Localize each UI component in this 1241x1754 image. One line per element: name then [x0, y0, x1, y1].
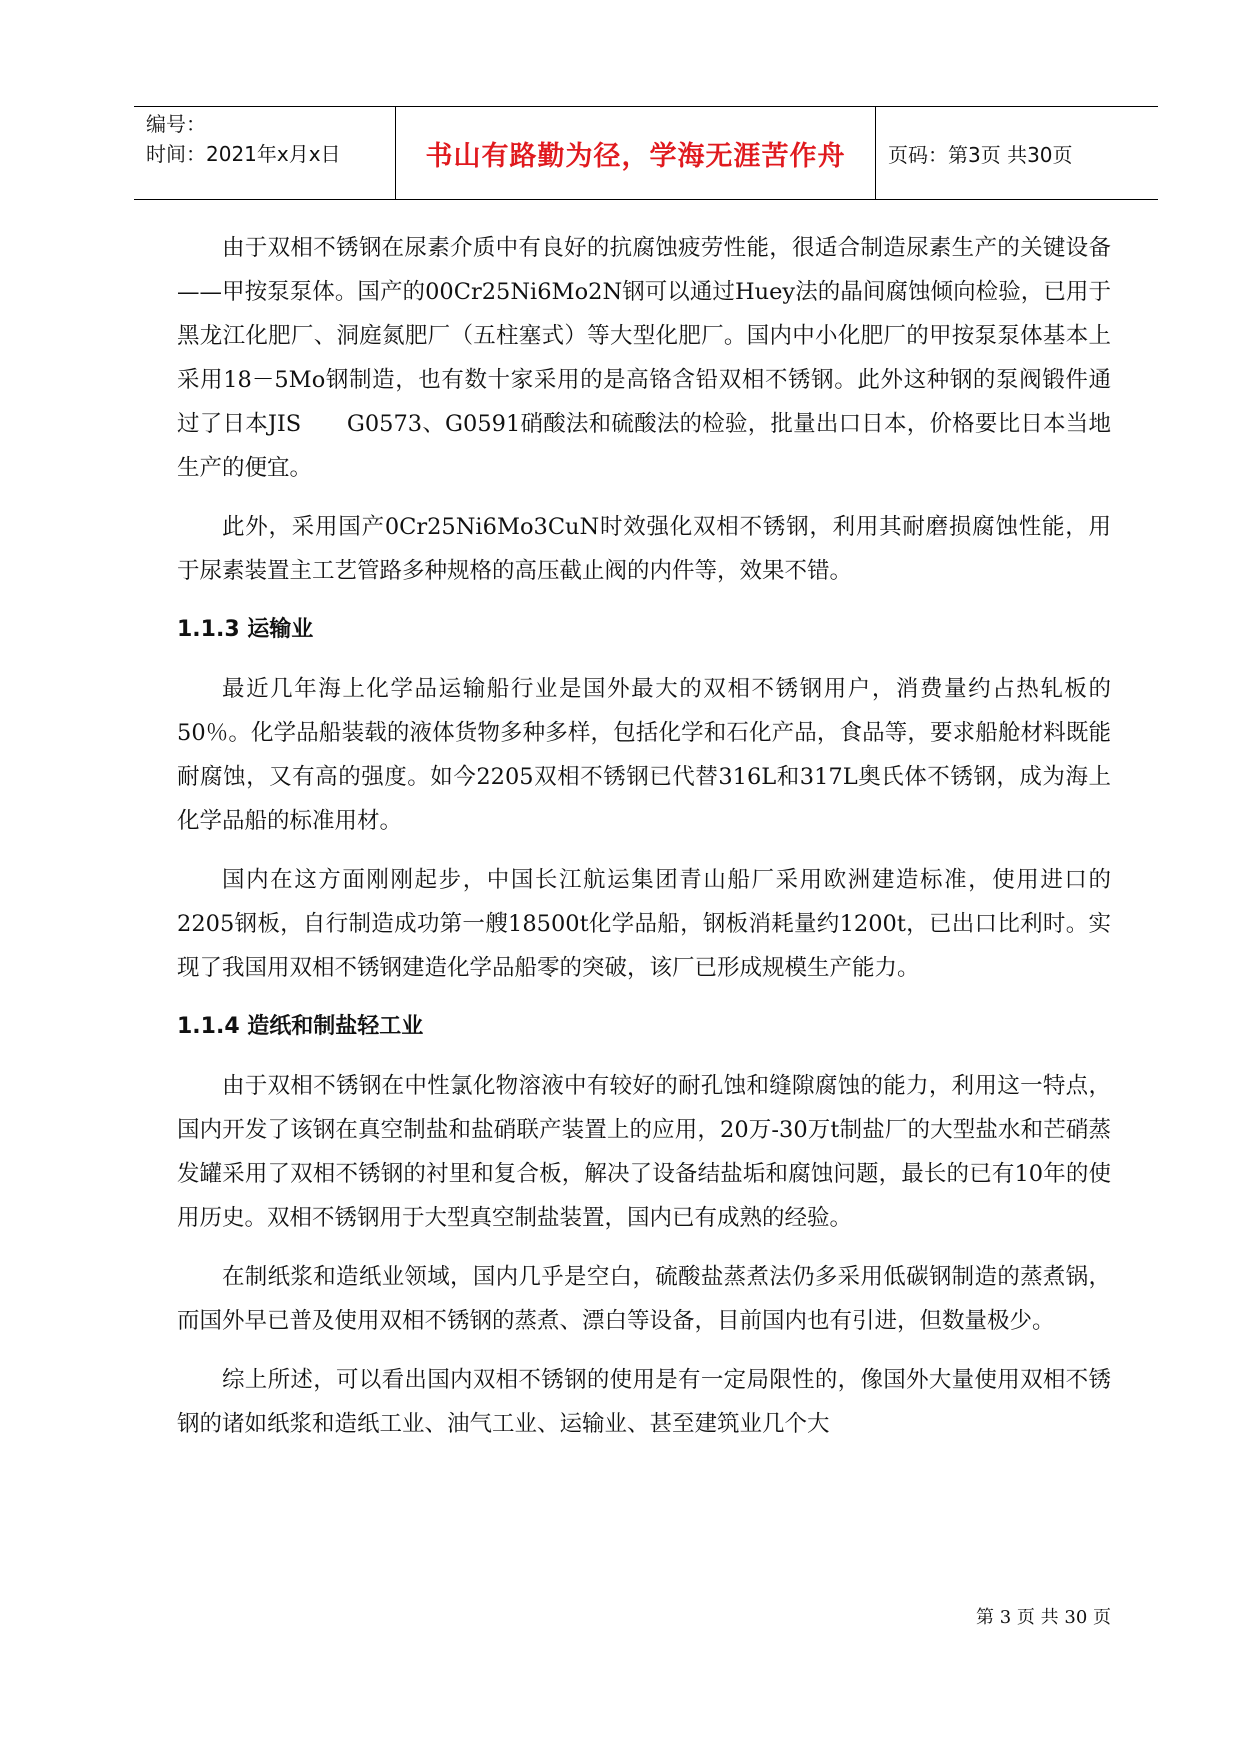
- header-meta: [134, 107, 396, 199]
- section-heading-transport: 1.1.3 运输业: [177, 617, 314, 642]
- document-time-label: 时间：2021年x月x日: [146, 142, 341, 166]
- header-motto: 书山有路勤为径，学海无涯苦作舟: [396, 107, 876, 199]
- document-body: [177, 226, 1111, 1461]
- paragraph-chemical-ships: 最近几年海上化学品运输船行业是国外最大的双相不锈钢用户，消费量约占热轧板的50％。化学品船装载的液体货物多种多样，包括化学和石化产品，食品等，要求船舱材料既能耐腐蚀，又有高的强度。如今2205双相不锈钢已代替316L和317L奥氏体不锈钢，成为海上化学品船的标准用材。: [177, 676, 1111, 834]
- paragraph-paper-industry: 在制纸浆和造纸业领域，国内几乎是空白，硫酸盐蒸煮法仍多采用低碳钢制造的蒸煮锅，而国外早已普及使用双相不锈钢的蒸煮、漂白等设备，目前国内也有引进，但数量极少。: [177, 1264, 1111, 1334]
- header-page-number: 页码：第3页 共30页: [888, 142, 1073, 167]
- paragraph-domestic-shipyard: 国内在这方面刚刚起步，中国长江航运集团青山船厂采用欧洲建造标准，使用进口的2205钢板，自行制造成功第一艘18500t化学品船，钢板消耗量约1200t，已出口比利时。实现了我国用双相不锈钢建造化学品船零的突破，该厂已形成规模生产能力。: [177, 867, 1111, 981]
- paragraph-summary: 综上所述，可以看出国内双相不锈钢的使用是有一定局限性的，像国外大量使用双相不锈钢的诸如纸浆和造纸工业、油气工业、运输业、甚至建筑业几个大: [177, 1367, 1111, 1437]
- page-footer: 第 3 页 共 30 页: [976, 1607, 1111, 1628]
- document-number-label: 编号：: [146, 112, 206, 136]
- section-heading-paper-salt: 1.1.4 造纸和制盐轻工业: [177, 1014, 424, 1039]
- page-header: [134, 106, 1158, 200]
- paragraph-salt-industry: 由于双相不锈钢在中性氯化物溶液中有较好的耐孔蚀和缝隙腐蚀的能力，利用这一特点，国内开发了该钢在真空制盐和盐硝联产装置上的应用，20万-30万t制盐厂的大型盐水和芒硝蒸发罐采用了双相不锈钢的衬里和复合板，解决了设备结盐垢和腐蚀问题，最长的已有10年的使用历史。双相不锈钢用于大型真空制盐装置，国内已有成熟的经验。: [177, 1073, 1111, 1231]
- paragraph-urea-pump: 由于双相不锈钢在尿素介质中有良好的抗腐蚀疲劳性能，很适合制造尿素生产的关键设备——甲按泵泵体。国产的00Cr25Ni6Mo2N钢可以通过Huey法的晶间腐蚀倾向检验，已用于黑龙江化肥厂、洞庭氮肥厂（五柱塞式）等大型化肥厂。国内中小化肥厂的甲按泵泵体基本上采用18－5Mo钢制造，也有数十家采用的是高铬含铅双相不锈钢。此外这种钢的泵阀锻件通过了日本JIS G0573、G0591硝酸法和硫酸法的检验，批量出口日本，价格要比日本当地生产的便宜。: [177, 235, 1111, 481]
- paragraph-urea-valve: 此外，采用国产0Cr25Ni6Mo3CuN时效强化双相不锈钢，利用其耐磨损腐蚀性能，用于尿素装置主工艺管路多种规格的高压截止阀的内件等，效果不错。: [177, 514, 1111, 584]
